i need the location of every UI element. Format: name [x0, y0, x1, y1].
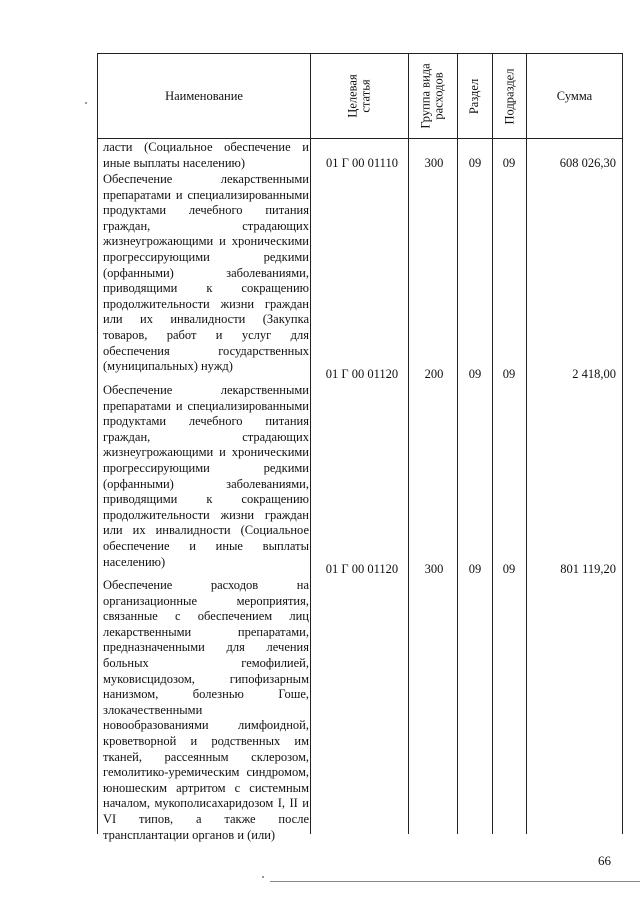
- header-target-item-cell: [311, 54, 408, 138]
- page-number: 66: [598, 853, 611, 868]
- budget-table: [97, 53, 623, 842]
- row-code: 01 Г 00 01110: [326, 156, 398, 170]
- scan-speck: [262, 876, 264, 878]
- header-amount: Сумма: [556, 88, 593, 103]
- table-row-name: ласти (Социальное обеспечение и иные выплаты населению): [103, 140, 309, 170]
- header-name-cell: [98, 54, 310, 138]
- header-name: Наименование: [165, 88, 243, 103]
- row-group: 300: [424, 562, 444, 576]
- row-subsection: 09: [502, 367, 516, 381]
- header-section-cell: [458, 54, 492, 138]
- row-section: 09: [468, 367, 482, 381]
- table-row-name: Обеспечение лекарственными препаратами и специализированными продуктами лечебного питания граждан, страдающих жизнеугрожающими и хроническими прогрессирующими редкими (орфанными) заболеваниями, приводящими к сокращению продолжительности жизни граждан или их инвалидности (Закупка товаров, работ и услуг для обеспечения государственных (муниципальных) нужд): [103, 172, 309, 374]
- header-subsection: Подраздел: [502, 68, 516, 124]
- column-divider: [408, 54, 409, 834]
- footer-rule: [270, 881, 640, 882]
- row-group: 300: [424, 156, 444, 170]
- header-amount-cell: [527, 54, 622, 138]
- header-expense-group: Группа вида расходов: [419, 63, 447, 129]
- header-expense-group-cell: [409, 54, 457, 138]
- row-code: 01 Г 00 01120: [325, 562, 399, 576]
- table-row-name: Обеспечение расходов на организационные мероприятия, связанные с обеспечением лиц лекарственными препаратами, предназначенными для лечения больных гемофилией, муковисцидозом, гипофизарным нанизмом, болезнью Гоше, злокачественными новообразованиями лимфоидной, кроветворной и родственных им тканей, рассеянным склерозом, гемолитико-уремическим синдромом, юношеским артритом с системным началом, мукополисахаридозом I, II и VI типов, а также после трансплантации органов и (или): [103, 578, 309, 842]
- column-divider: [526, 54, 527, 834]
- table-row-name: Обеспечение лекарственными препаратами и специализированными продуктами лечебного питания граждан, страдающих жизнеугрожающими и хроническими прогрессирующими редкими (орфанными) заболеваниями, приводящими к сокращению продолжительности жизни граждан или их инвалидности (Социальное обеспечение и иные выплаты населению): [103, 383, 309, 569]
- row-section: 09: [468, 156, 482, 170]
- table-header: [98, 54, 622, 139]
- row-section: 09: [468, 562, 482, 576]
- row-subsection: 09: [502, 156, 516, 170]
- header-section: Раздел: [467, 78, 482, 114]
- column-divider: [310, 54, 311, 834]
- header-subsection-cell: [493, 54, 526, 138]
- row-amount: 2 418,00: [572, 367, 616, 381]
- scan-speck: [85, 102, 87, 104]
- row-group: 200: [424, 367, 444, 381]
- column-divider: [457, 54, 458, 834]
- row-subsection: 09: [502, 562, 516, 576]
- row-code: 01 Г 00 01120: [325, 367, 399, 381]
- row-amount: 801 119,20: [560, 562, 616, 576]
- header-target-item: Целевая статья: [345, 74, 373, 118]
- row-amount: 608 026,30: [559, 156, 616, 170]
